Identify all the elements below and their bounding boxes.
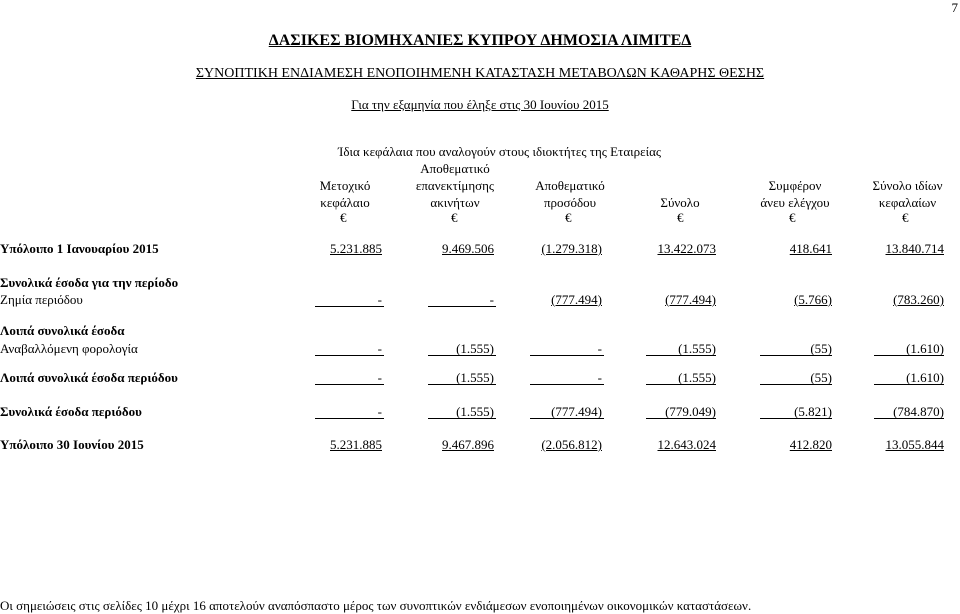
deferred-reval: (1.555) [456,341,494,356]
oci-retained: - [597,370,602,385]
col-nci [735,177,855,211]
currency-col6: € [902,210,909,225]
tci-share-capital: - [377,404,382,419]
company-name: ΔΑΣΙΚΕΣ ΒΙΟΜΗΧΑΝΙΕΣ ΚΥΠΡΟΥ ΔΗΜΟΣΙΑ ΛΙΜΙΤΕΔ [268,32,692,49]
oci-total: (1.555) [678,370,716,385]
col-total-equity-line2: κεφαλαίων [878,195,937,210]
oci-reval: (1.555) [456,370,494,385]
closing-total: 12.643.024 [657,437,716,452]
loss-reval: - [489,292,494,307]
currency-col3: € [565,210,572,225]
col-total-equity-line1: Σύνολο ιδίων [872,178,943,193]
closing-nci: 412.820 [789,437,832,452]
opening-retained: (1.279.318) [541,241,602,256]
col-retained-line2: προσόδου [543,195,597,210]
oci-nci: (55) [810,370,832,385]
col-nci-line2: άνευ ελέγχου [760,195,830,210]
tci-nci: (5.821) [794,404,832,419]
tci-total-equity: (784.870) [893,404,944,419]
col-reval-line1: Αποθεματικό [420,161,490,176]
statement-title: ΣΥΝΟΠΤΙΚΗ ΕΝΔΙΑΜΕΣΗ ΕΝΟΠΟΙΗΜΕΝΗ ΚΑΤΑΣΤΑΣΗ ΜΕΤΑΒΟΛΩΝ ΚΑΘΑΡΗΣ ΘΕΣΗΣ [195,66,765,81]
closing-retained: (2.056.812) [541,437,602,452]
deferred-nci: (55) [810,341,832,356]
currency-col2: € [451,210,458,225]
loss-total: (777.494) [665,292,716,307]
tci-total: (779.049) [665,404,716,419]
loss-share-capital: - [377,292,382,307]
row-tci-period-label: Συνολικά έσοδα περιόδου [0,404,142,419]
equity-header: Ίδια κεφάλαια που αναλογούν στους ιδιοκτήτες της Εταιρείας [338,144,662,159]
opening-nci: 418.641 [789,241,832,256]
col-retained [510,177,630,211]
period-line: Για την εξαμηνία που έληξε στις 30 Ιουνίου 2015 [351,97,609,112]
tci-heading: Συνολικά έσοδα για την περίοδο [0,275,179,290]
currency-col4: € [677,210,684,225]
loss-retained: (777.494) [551,292,602,307]
col-reval-line2: επανεκτίμησης [415,178,495,193]
row-opening-label: Υπόλοιπο 1 Ιανουαρίου 2015 [0,241,159,256]
closing-share-capital: 5.231.885 [330,437,382,452]
col-share-capital-line1: Μετοχικό [319,178,371,193]
page-number: 7 [951,0,958,15]
col-share-capital [290,177,400,211]
oci-share-capital: - [377,370,382,385]
col-nci-line1: Συμφέρον [768,178,822,193]
col-reval-line3: ακινήτων [430,195,480,210]
opening-total: 13.422.073 [657,241,716,256]
footer-note: Οι σημειώσεις στις σελίδες 10 μέχρι 16 αποτελούν αναπόσπαστο μέρος των συνοπτικών ενδιάμεσων ενοποιημένων οικονομικών καταστάσεων. [0,598,752,613]
currency-col1: € [340,210,347,225]
opening-share-capital: 5.231.885 [330,241,382,256]
deferred-retained: - [597,341,602,356]
col-retained-line1: Αποθεματικό [535,178,605,193]
deferred-total-equity: (1.610) [906,341,944,356]
opening-reval: 9.469.506 [442,241,494,256]
oci-total-equity: (1.610) [906,370,944,385]
deferred-total: (1.555) [678,341,716,356]
closing-reval: 9.467.896 [442,437,494,452]
row-loss-label: Ζημία περιόδου [0,292,83,307]
currency-col5: € [789,210,796,225]
col-total: Σύνολο [660,195,700,210]
loss-total-equity: (783.260) [893,292,944,307]
loss-nci: (5.766) [794,292,832,307]
col-share-capital-line2: κεφάλαιο [320,195,370,210]
oci-heading: Λοιπά συνολικά έσοδα [0,323,125,338]
opening-total-equity: 13.840.714 [885,241,944,256]
deferred-share-capital: - [377,341,382,356]
row-deferred-tax-label: Αναβαλλόμενη φορολογία [0,341,138,356]
row-closing-label: Υπόλοιπο 30 Ιουνίου 2015 [0,437,144,452]
col-total-equity [855,177,960,211]
tci-reval: (1.555) [456,404,494,419]
row-oci-period-label: Λοιπά συνολικά έσοδα περιόδου [0,370,178,385]
closing-total-equity: 13.055.844 [885,437,944,452]
col-reval-reserve [395,160,515,211]
tci-retained: (777.494) [551,404,602,419]
